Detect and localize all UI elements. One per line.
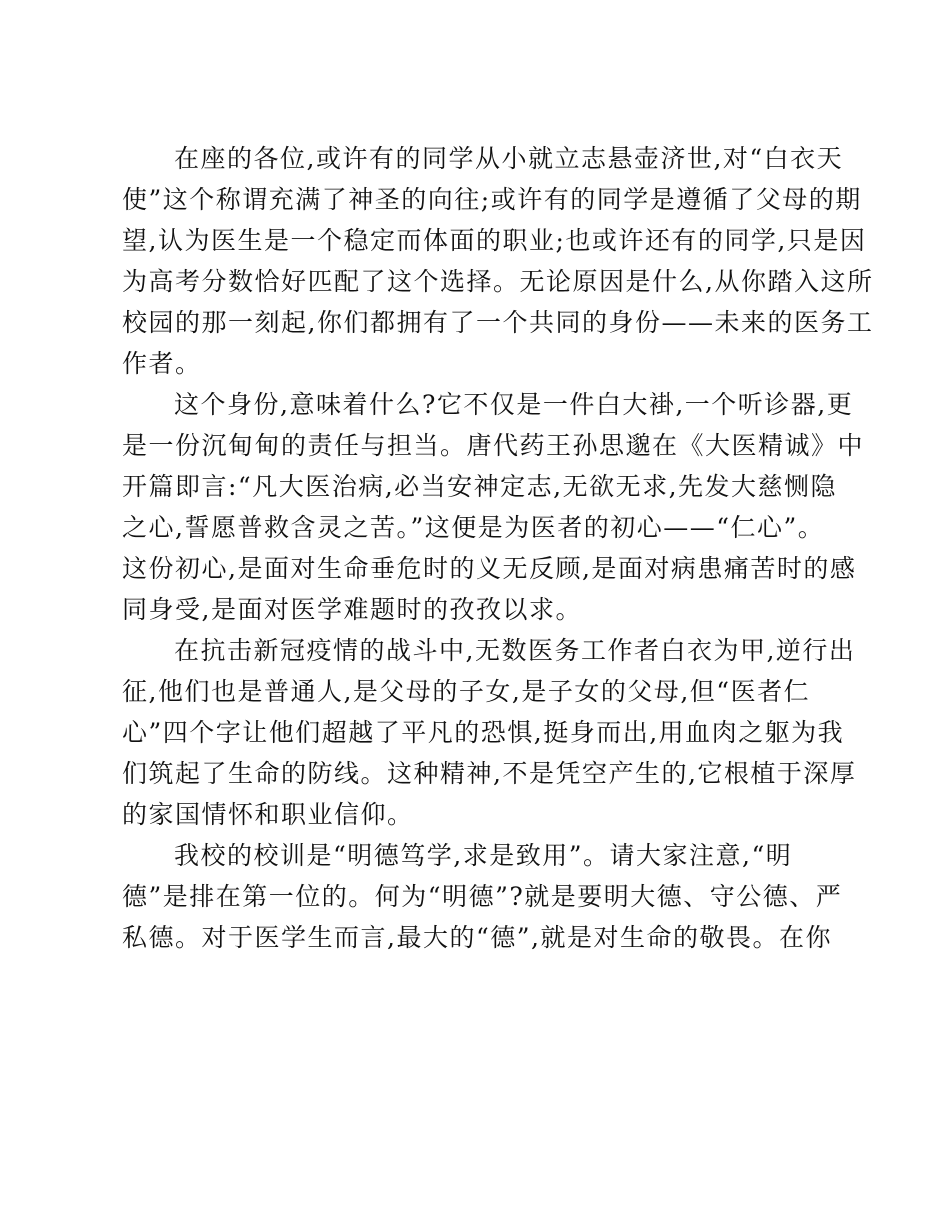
paragraph-3 xyxy=(122,630,857,835)
text-line: 望,认为医生是一个稳定而体面的职业;也或许还有的同学,只是因 xyxy=(122,226,867,255)
document-body xyxy=(122,138,874,958)
text-line: 在座的各位,或许有的同学从小就立志悬壶济世,对“白衣天 xyxy=(174,144,844,173)
text-line: 我校的校训是“明德笃学,求是致用”。请大家注意,“明 xyxy=(174,841,793,870)
text-line: 为高考分数恰好匹配了这个选择。无论原因是什么,从你踏入这所 xyxy=(122,267,874,296)
text-line: 这份初心,是面对生命垂危时的义无反顾,是面对病患痛苦时的感 xyxy=(122,554,857,583)
paragraph-2 xyxy=(122,384,865,630)
text-line: 同身受,是面对医学难题时的孜孜以求。 xyxy=(122,595,582,624)
text-line: 这个身份,意味着什么?它不仅是一件白大褂,一个听诊器,更 xyxy=(174,390,854,419)
text-line: 开篇即言:“凡大医治病,必当安神定志,无欲无求,先发大慈恻隐 xyxy=(122,472,838,501)
text-line: 作者。 xyxy=(122,349,202,378)
text-line: 德”是排在第一位的。何为“明德”?就是要明大德、守公德、严 xyxy=(122,882,843,911)
text-line: 的家国情怀和职业信仰。 xyxy=(122,800,414,829)
text-line: 在抗击新冠疫情的战斗中,无数医务工作者白衣为甲,逆行出 xyxy=(174,636,856,665)
text-line: 们筑起了生命的防线。这种精神,不是凭空产生的,它根植于深厚 xyxy=(122,759,857,788)
text-line: 之心,誓愿普救含灵之苦。”这便是为医者的初心——“仁心”。 xyxy=(122,513,825,542)
text-line: 私德。对于医学生而言,最大的“德”,就是对生命的敬畏。在你 xyxy=(122,923,832,952)
text-line: 是一份沉甸甸的责任与担当。唐代药王孙思邈在《大医精诚》中 xyxy=(122,431,865,460)
text-line: 校园的那一刻起,你们都拥有了一个共同的身份——未来的医务工 xyxy=(122,308,874,337)
text-line: 使”这个称谓充满了神圣的向往;或许有的同学是遵循了父母的期 xyxy=(122,185,862,214)
paragraph-1 xyxy=(122,138,874,384)
paragraph-4 xyxy=(122,835,843,958)
text-line: 征,他们也是普通人,是父母的子女,是子女的父母,但“医者仁 xyxy=(122,677,811,706)
text-line: 心”四个字让他们超越了平凡的恐惧,挺身而出,用血肉之躯为我 xyxy=(122,718,845,747)
